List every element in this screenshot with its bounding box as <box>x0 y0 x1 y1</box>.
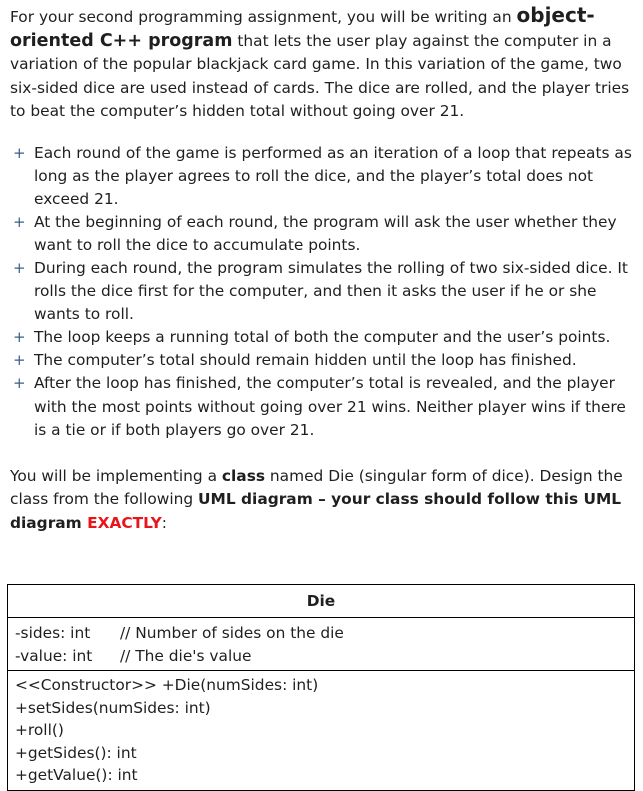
list-item <box>10 326 638 349</box>
uml-method: +setSides(numSides: int) <box>15 698 211 717</box>
impl-text-2: named Die (singular form of dice). Design the class from the following <box>10 466 623 509</box>
plus-bullet-icon: + <box>13 328 26 347</box>
uml-class-name: Die <box>8 585 635 618</box>
list-item <box>10 372 638 441</box>
uml-attribute-name: -sides: int <box>15 624 91 642</box>
plus-bullet-icon: + <box>13 374 26 393</box>
impl-exactly-emphasis: EXACTLY <box>87 513 162 532</box>
uml-attribute-comment: // The die's value <box>120 646 252 665</box>
list-item-text: The loop keeps a running total of both the computer and the user’s points. <box>34 328 611 347</box>
uml-attributes-section <box>8 618 635 671</box>
implementation-paragraph <box>10 465 638 536</box>
list-item <box>10 211 638 257</box>
uml-method: +getSides(): int <box>15 743 137 762</box>
plus-bullet-icon: + <box>13 258 26 277</box>
intro-text-2: that lets the user play against the computer in a variation of the popular blackjack card game. In this variation of the game, two six-sided dice are used instead of cards. The dice are rolled, and the player tries to beat the computer’s hidden total without going over 21. <box>10 31 630 120</box>
rules-list <box>10 142 638 442</box>
uml-method: +getValue(): int <box>15 766 138 784</box>
plus-bullet-icon: + <box>13 212 26 231</box>
impl-colon: : <box>161 513 167 532</box>
list-item-text: During each round, the program simulates the rolling of two six-sided dice. It rolls the dice first for the computer, and then it asks the user if he or she wants to roll. <box>34 258 628 324</box>
impl-text-1: You will be implementing a <box>10 466 222 485</box>
list-item-text: After the loop has finished, the computer’s total is revealed, and the player with the most points without going over 21 wins. Neither player wins if there is a tie or if both players go over 21. <box>34 374 626 439</box>
list-item <box>10 142 638 211</box>
uml-attribute-comment: // Number of sides on the die <box>120 624 344 642</box>
intro-emphasis-2: oriented C++ program <box>10 30 233 51</box>
document-page <box>10 0 638 535</box>
plus-bullet-icon: + <box>13 143 26 162</box>
intro-paragraph <box>10 0 638 124</box>
list-item <box>10 257 638 326</box>
plus-bullet-icon: + <box>13 351 26 370</box>
list-item-text: Each round of the game is performed as an iteration of a loop that repeats as long as the player agrees to roll the dice, and the player’s total does not exceed 21. <box>34 143 632 208</box>
list-item-text: At the beginning of each round, the program will ask the user whether they want to roll the dice to accumulate points. <box>34 212 617 254</box>
impl-uml-instruction: UML diagram – your class should follow this UML diagram <box>10 490 622 532</box>
list-item <box>10 349 638 372</box>
uml-attribute <box>15 645 627 668</box>
uml-class-diagram <box>7 584 635 791</box>
uml-method: +roll() <box>15 721 64 739</box>
uml-attribute <box>15 622 627 645</box>
intro-text-1: For your second programming assignment, you will be writing an <box>10 8 517 26</box>
intro-emphasis-1: object- <box>516 3 595 27</box>
uml-attribute-name: -value: int <box>15 646 93 665</box>
uml-methods-section <box>8 671 635 791</box>
list-item-text: The computer’s total should remain hidden until the loop has finished. <box>34 351 577 370</box>
impl-class-keyword: class <box>221 466 266 485</box>
uml-method: <<Constructor>> +Die(numSides: int) <box>15 676 319 694</box>
